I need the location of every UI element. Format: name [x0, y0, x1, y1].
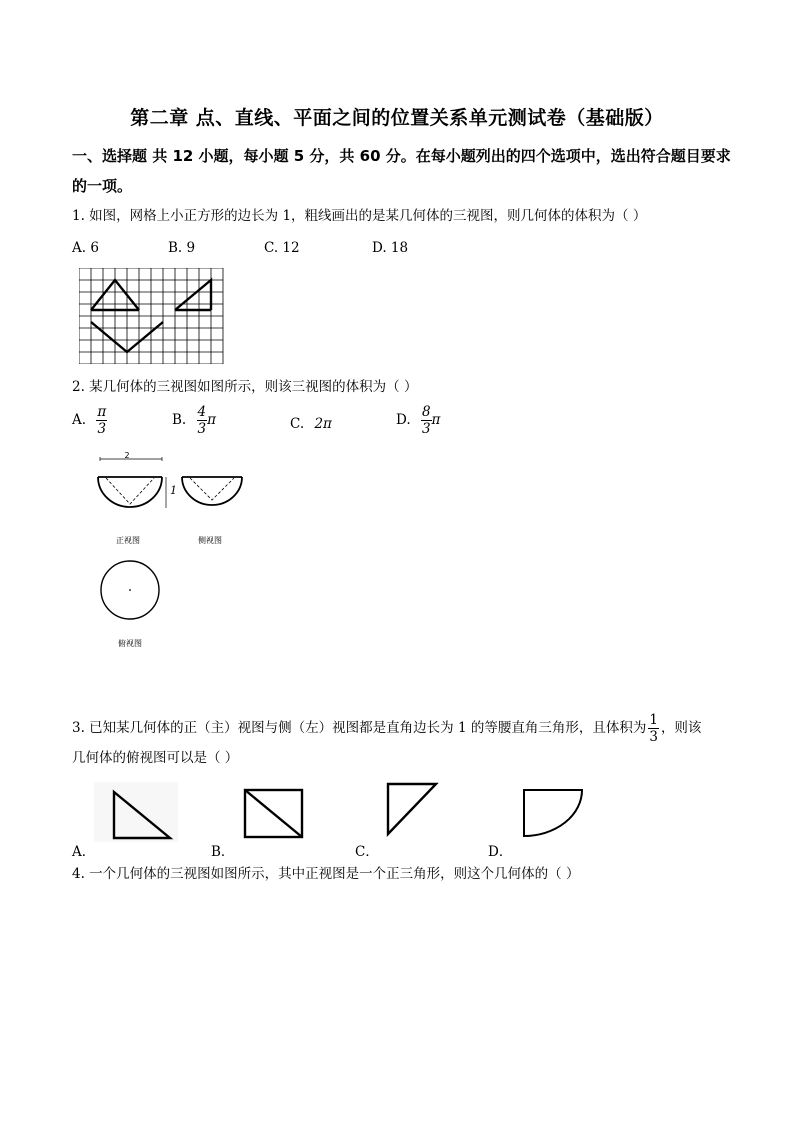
question-1-stem: 1. 如图，网格上小正方形的边长为 1，粗线画出的是某几何体的三视图，则几何体的体积为（ ） [72, 208, 647, 224]
q1-option-a: A. 6 [72, 240, 99, 256]
q3-stem-after: ，则该 [660, 720, 702, 736]
q3-option-a-label: A． [72, 844, 96, 860]
q2-option-b-numerator: 4 [197, 404, 207, 420]
q2-front-view [98, 457, 166, 508]
question-3-stem [72, 712, 701, 745]
q2-option-d-denominator: 3 [421, 421, 431, 437]
q3-option-c-figure [384, 782, 442, 838]
question-2-stem: 2. 某几何体的三视图如图所示，则该三视图的体积为（ ） [72, 379, 418, 395]
q1-three-view-grid-figure [79, 268, 225, 364]
q2-top-view-caption: 俯视图 [118, 639, 142, 648]
q2-option-a [72, 404, 107, 437]
q2-side-view-caption: 侧视图 [198, 536, 222, 545]
q3-option-b-label: B． [211, 844, 235, 860]
grid-lines [79, 268, 223, 364]
q2-option-c-label: C. [290, 416, 305, 432]
q1-option-b: B. 9 [168, 240, 196, 256]
question-4-stem: 4. 一个几何体的三视图如图所示，其中正视图是一个正三角形，则这个几何体的（ ） [72, 866, 580, 882]
q2-option-a-numerator: π [97, 404, 107, 420]
q2-option-b-pi: π [207, 412, 216, 428]
q3-option-c-label: C． [355, 844, 379, 860]
q3-option-d-figure [520, 786, 586, 840]
q2-option-a-denominator: 3 [97, 421, 107, 437]
q2-option-c-value: 2π [314, 416, 332, 432]
q2-option-d-pi: π [431, 412, 441, 428]
q2-three-view-figure [94, 450, 254, 550]
section-heading: 一、选择题 共 12 小题，每小题 5 分，共 60 分。在每小题列出的四个选项中，选出符合题目要求的一项。 [72, 147, 731, 195]
q2-option-b-label: B. [172, 412, 187, 428]
q2-top-view-center-dot [129, 589, 131, 591]
q3-volume-denominator: 3 [649, 729, 658, 745]
q2-option-c [290, 416, 332, 432]
q2-height-label: 1 [170, 484, 177, 497]
q2-top-view-figure [94, 560, 174, 652]
q2-option-a-label: A. [72, 412, 87, 428]
q2-option-d-label: D. [396, 412, 411, 428]
q2-front-view-caption: 正视图 [116, 536, 140, 545]
q3-stem-before: 3. 已知某几何体的正（主）视图与侧（左）视图都是直角边长为 1 的等腰直角三角形，且体积为 [72, 720, 647, 736]
q3-volume-numerator: 1 [649, 712, 658, 728]
q2-option-b-denominator: 3 [197, 421, 207, 437]
question-3-stem-line2: 几何体的俯视图可以是（ ） [72, 750, 239, 766]
q1-option-d: D. 18 [372, 240, 409, 256]
q3-option-a-figure [94, 782, 178, 842]
q2-option-d-numerator: 8 [421, 404, 431, 420]
q2-option-b [172, 404, 216, 437]
q3-option-b-figure [243, 788, 305, 840]
q3-option-d-label: D． [488, 844, 513, 860]
q1-option-c: C. 12 [264, 240, 300, 256]
q2-option-d [396, 404, 440, 437]
page-title: 第二章 点、直线、平面之间的位置关系单元测试卷（基础版） [130, 107, 664, 129]
q2-side-view [182, 477, 242, 505]
q2-width-label: 2 [124, 451, 130, 460]
